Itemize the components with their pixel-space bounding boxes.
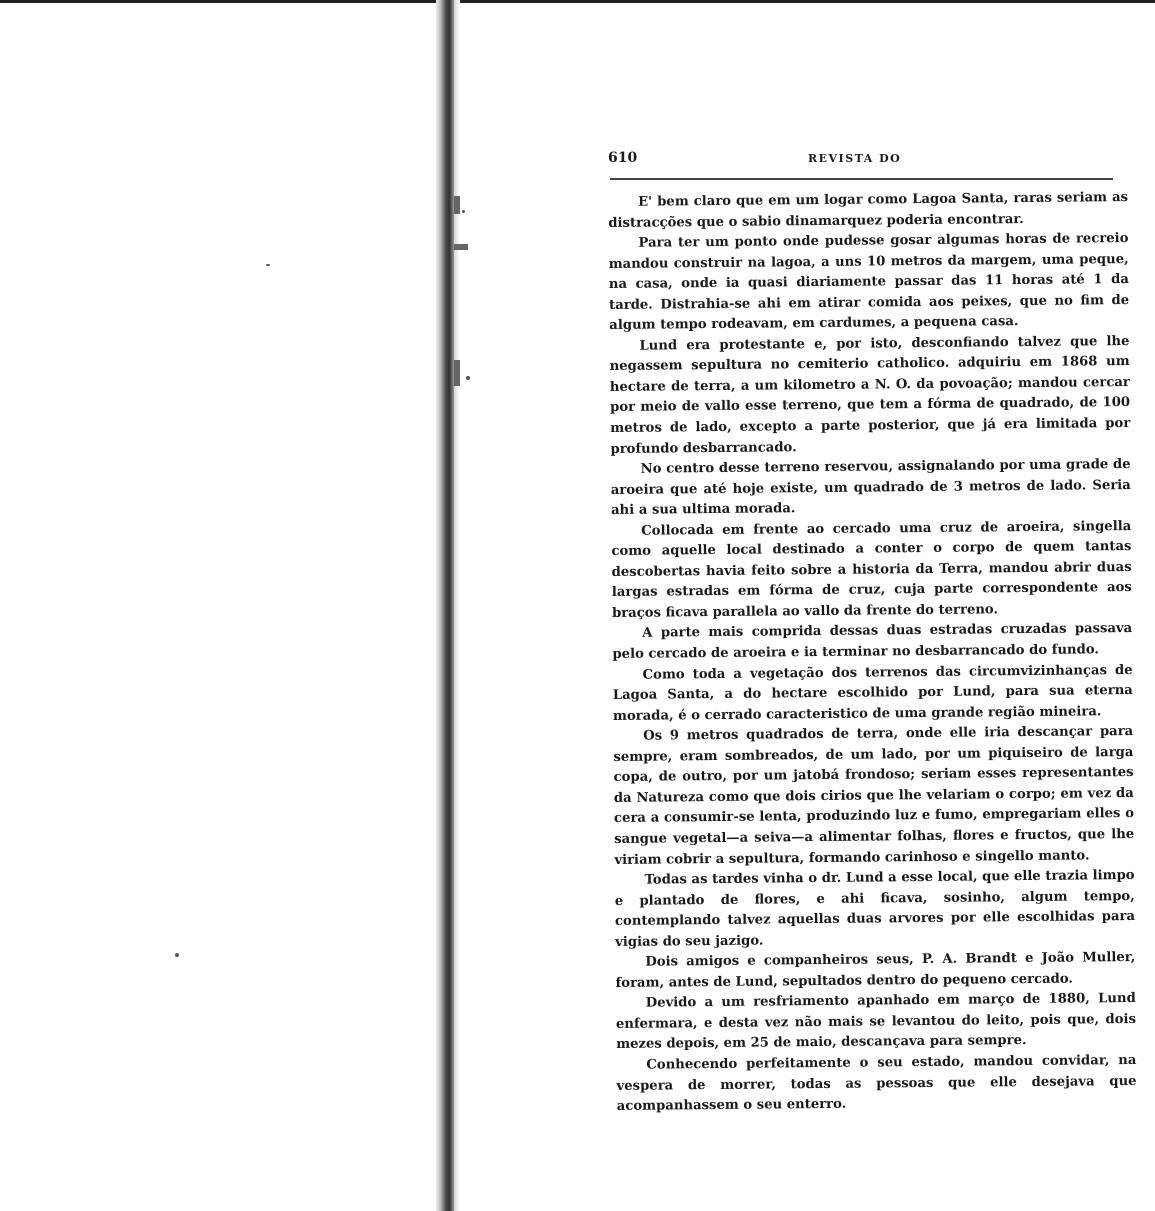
paragraph: Conhecendo perfeitamente o seu estado, mandou convidar, na vespera de morrer, todas as pessoas que elle desejava que acompanhassem o seu enterro. [616, 1052, 1137, 1115]
paragraph: Lund era protestante e, por isto, desconfiando talvez que lhe negassem sepultura no cemiterio catholico. adquiriu em 1868 um hectare de terra, a um kilometro a N. O. da povoação; mandou cercar por meio de vallo esse terreno, que tem a fórma de quadrado, de 100 metros de lado, excepto a parte posterior, que já era limitada por profundo desbarrancado. [609, 333, 1131, 457]
scan-speck [466, 376, 470, 380]
binding-mark [454, 244, 468, 250]
paragraph: Para ter um ponto onde pudesse gosar algumas horas de recreio mandou construir na lagoa, a uns 10 metros da margem, uma peque, na casa, onde ia quasi diariamente passar das 11 horas até 1 da tarde. Distrahia-se ahi em atirar comida aos peixes, que no fim de algum tempo rodeavam, em cardumes, a pequena casa. [608, 231, 1130, 334]
paragraph: No centro desse terreno reservou, assignalando por uma grade de aroeira que até hoje existe, um quadrado de 3 metros de lado. Seria ahi a sua ultima morada. [610, 457, 1131, 519]
page-number: 610 [608, 150, 638, 166]
scan-speck [266, 264, 270, 266]
spine-shadow [454, 0, 460, 1211]
top-edge-rule [0, 0, 1155, 3]
body-text [608, 188, 1137, 1118]
book-spine [436, 0, 454, 1211]
paragraph: A parte mais comprida dessas duas estradas cruzadas passava pelo cercado de aroeira e ia terminar no desbarrancado do fundo. [612, 621, 1133, 663]
paragraph: E' bem claro que em um logar como Lagoa Santa, raras seriam as distracções que o sabio dinamarquez poderia encontrar. [608, 190, 1129, 231]
scan-speck [175, 953, 179, 957]
page-header [608, 150, 1128, 172]
paragraph: Como toda a vegetação dos terrenos das circumvizinhanças de Lagoa Santa, a do hectare escolhido por Lund, para sua eterna morada, é o cerrado caracteristico de uma grande região mineira. [612, 662, 1133, 724]
paragraph: Dois amigos e companheiros seus, P. A. Brandt e João Muller, foram, antes de Lund, sepultados dentro do pequeno cercado. [615, 950, 1136, 991]
paragraph: Collocada em frente ao cercado uma cruz de aroeira, singella como aquelle local destinado a conter o corpo de quem tantas descobertas havia feito sobre a historia da Terra, mandou abrir duas largas estradas em fórma de cruz, cuja parte correspondente aos braços ficava parallela ao vallo da frente do terreno. [611, 518, 1132, 621]
paragraph: Os 9 metros quadrados de terra, onde elle iria descançar para sempre, eram sombreados, de um lado, por um piquiseiro de larga copa, de outro, por um jatobá frondoso; seriam esses representantes da Natureza como que dois cirios que lhe velariam o corpo; em vez da cera a consumir-se lenta, produzindo luz e fumo, empregariam elles o sangue vegetal—a seiva—a alimentar folhas, flores e fructos, que lhe viriam cobrir a sepultura, formando carinhoso e singello manto. [613, 724, 1135, 868]
scan-speck [462, 210, 465, 213]
running-head: REVISTA DO [808, 152, 902, 165]
paragraph: Devido a um resfriamento apanhado em março de 1880, Lund enfermara, e desta vez não mais se levantou do leito, pois que, dois mezes depois, em 25 de maio, descançava para sempre. [615, 991, 1137, 1053]
paragraph: Todas as tardes vinha o dr. Lund a esse local, que elle trazia limpo e plantado de flores, e ahi ficava, sosinho, algum tempo, contemplando talvez aquellas duas arvores por elle escolhidas para vigias do seu jazigo. [614, 868, 1136, 950]
binding-mark [454, 360, 460, 386]
book-page [608, 150, 1137, 1118]
header-rule [610, 178, 1113, 180]
binding-mark [454, 196, 460, 214]
